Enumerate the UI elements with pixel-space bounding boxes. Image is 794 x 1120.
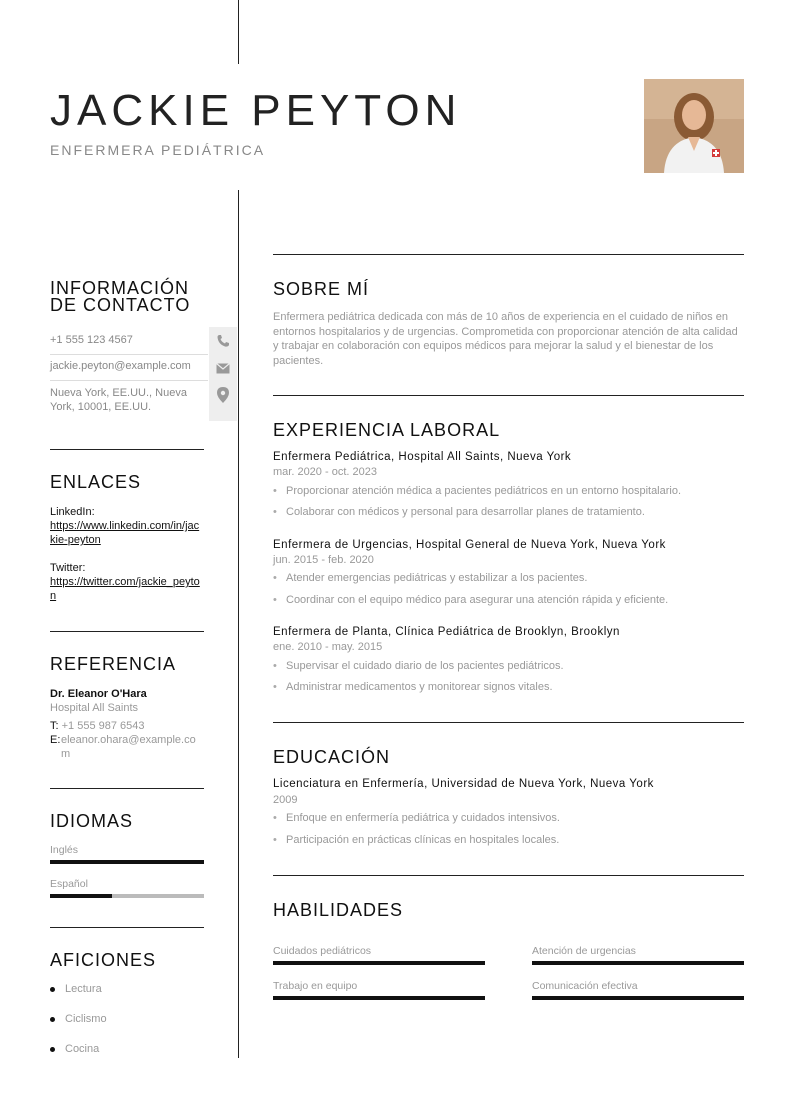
contact-heading-line1: INFORMACIÓN	[50, 278, 189, 298]
reference-phone-label: T:	[50, 720, 59, 732]
languages-heading: IDIOMAS	[50, 811, 134, 831]
contact-heading-line2: DE CONTACTO	[50, 295, 191, 315]
job-dates: ene. 2010 - may. 2015	[273, 641, 383, 653]
language-level-fill	[50, 894, 112, 898]
job-dates: jun. 2015 - feb. 2020	[273, 554, 374, 566]
section-divider	[273, 395, 744, 396]
job-bullet: • Proporcionar atención médica a pacientes pediátricos en un entorno hospitalario.	[273, 485, 681, 497]
section-divider	[273, 722, 744, 723]
hobbies-heading: AFICIONES	[50, 950, 157, 970]
reference-email-row	[50, 733, 204, 761]
reference-email: eleanor.ohara@example.com	[61, 734, 196, 760]
education-bullet: • Participación en prácticas clínicas en hospitales locales.	[273, 834, 559, 846]
mail-icon	[209, 355, 237, 381]
section-divider	[50, 788, 204, 789]
job-dates: mar. 2020 - oct. 2023	[273, 466, 377, 478]
profile-photo	[644, 79, 744, 173]
contact-address: Nueva York, EE.UU., Nueva York, 10001, EE.UU.	[50, 387, 187, 413]
skill-level-fill	[273, 996, 485, 1000]
language-name: Inglés	[50, 844, 79, 856]
hobby-label: Cocina	[65, 1043, 100, 1055]
job-title: Enfermera Pediátrica, Hospital All Saints, Nueva York	[273, 451, 572, 463]
reference-email-label: E:	[50, 734, 61, 746]
twitter-label: Twitter:	[50, 562, 86, 574]
job-bullet: • Supervisar el cuidado diario de los pacientes pediátricos.	[273, 660, 564, 672]
education-bullet: • Enfoque en enfermería pediátrica y cuidados intensivos.	[273, 812, 560, 824]
hobby-item	[50, 1013, 107, 1025]
skill-level-fill	[273, 961, 485, 965]
about-text: Enfermera pediátrica dedicada con más de 10 años de experiencia en el cuidado de niños en entornos hospitalarios y de urgencias. Comprometida con proporcionar atención de alta calidad y trabajar en colaboración con equipos médicos para mejorar la salud y el bienestar de los pacientes.	[273, 311, 738, 367]
linkedin-label: LinkedIn:	[50, 506, 95, 518]
bullet-dot-icon	[50, 1047, 55, 1052]
degree-title: Licenciatura en Enfermería, Universidad de Nueva York, Nueva York	[273, 778, 654, 790]
language-level-bar	[50, 894, 204, 898]
degree-year: 2009	[273, 794, 298, 806]
hobby-item	[50, 983, 102, 995]
candidate-title: ENFERMERA PEDIÁTRICA	[50, 142, 266, 158]
language-name: Español	[50, 878, 88, 890]
contact-heading	[50, 280, 190, 314]
skill-name: Comunicación efectiva	[532, 980, 638, 992]
skills-heading: HABILIDADES	[273, 900, 404, 920]
reference-phone: +1 555 987 6543	[61, 720, 145, 732]
contact-phone: +1 555 123 4567	[50, 334, 133, 346]
skill-name: Cuidados pediátricos	[273, 945, 372, 957]
reference-phone-row	[50, 719, 145, 733]
skill-level-bar	[532, 961, 744, 965]
skill-level-bar	[273, 996, 485, 1000]
experience-heading: EXPERIENCIA LABORAL	[273, 420, 501, 440]
hobby-item	[50, 1043, 99, 1055]
reference-org: Hospital All Saints	[50, 702, 139, 714]
section-divider	[273, 254, 744, 255]
skill-level-bar	[532, 996, 744, 1000]
job-bullet: • Atender emergencias pediátricas y estabilizar a los pacientes.	[273, 572, 587, 584]
about-heading: SOBRE MÍ	[273, 279, 370, 299]
phone-icon	[209, 328, 237, 354]
skill-name: Trabajo en equipo	[273, 980, 358, 992]
skill-name: Atención de urgencias	[532, 945, 636, 957]
contact-separator	[50, 354, 208, 355]
top-divider-line	[238, 0, 239, 64]
section-divider	[50, 631, 204, 632]
language-level-bar	[50, 860, 204, 864]
job-bullet: • Colaborar con médicos y personal para desarrollar planes de tratamiento.	[273, 506, 645, 518]
section-divider	[50, 449, 204, 450]
skill-level-fill	[532, 961, 744, 965]
candidate-name: JACKIE PEYTON	[50, 86, 462, 135]
linkedin-link[interactable]: https://www.linkedin.com/in/jackie-peyton	[50, 520, 200, 546]
bullet-dot-icon	[50, 1017, 55, 1022]
job-bullet: • Coordinar con el equipo médico para asegurar una atención rápida y eficiente.	[273, 594, 668, 606]
column-divider-line	[238, 190, 239, 1058]
twitter-link[interactable]: https://twitter.com/jackie_peyton	[50, 576, 200, 602]
language-level-fill	[50, 860, 204, 864]
bullet-dot-icon	[50, 987, 55, 992]
job-title: Enfermera de Urgencias, Hospital General de Nueva York, Nueva York	[273, 539, 666, 551]
contact-separator	[50, 380, 208, 381]
skill-level-fill	[532, 996, 744, 1000]
section-divider	[50, 927, 204, 928]
profile-photo-illustration	[644, 79, 744, 173]
job-bullet: • Administrar medicamentos y monitorear signos vitales.	[273, 681, 553, 693]
location-pin-icon	[209, 382, 237, 408]
hobby-label: Lectura	[65, 983, 102, 995]
reference-heading: REFERENCIA	[50, 654, 177, 674]
reference-name: Dr. Eleanor O'Hara	[50, 688, 147, 700]
education-heading: EDUCACIÓN	[273, 747, 391, 767]
skill-level-bar	[273, 961, 485, 965]
job-title: Enfermera de Planta, Clínica Pediátrica de Brooklyn, Brooklyn	[273, 626, 620, 638]
links-heading: ENLACES	[50, 472, 142, 492]
contact-email: jackie.peyton@example.com	[50, 360, 191, 372]
hobby-label: Ciclismo	[65, 1013, 107, 1025]
section-divider	[273, 875, 744, 876]
